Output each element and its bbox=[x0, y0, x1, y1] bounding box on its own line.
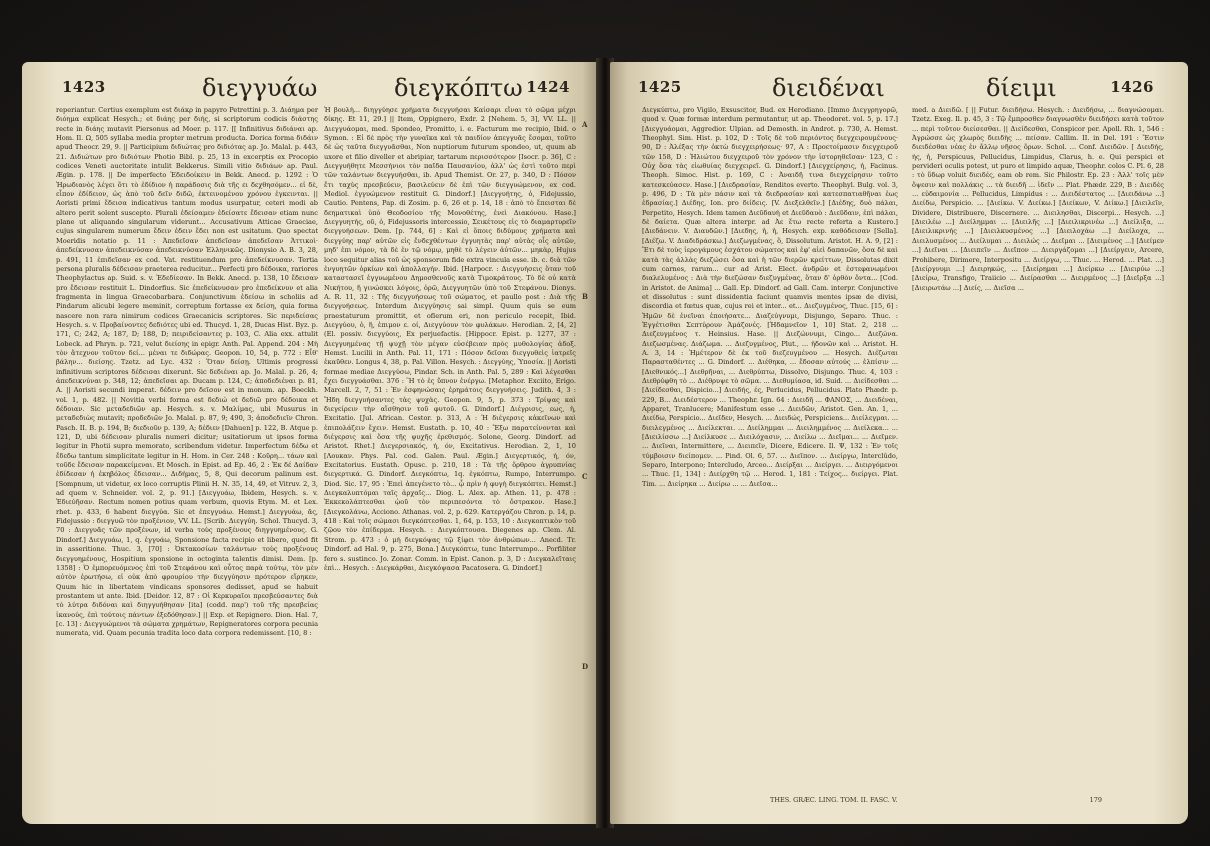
right-page-header bbox=[610, 74, 1188, 104]
text-column bbox=[56, 106, 318, 806]
running-headword: διειδέναι bbox=[772, 74, 885, 102]
signature-mark: THES. GRÆC. LING. TOM. II. FASC. V. bbox=[770, 796, 898, 804]
folio-number: 179 bbox=[1089, 796, 1102, 804]
running-headword: διεγγυάω bbox=[202, 74, 318, 102]
margin-letter: B bbox=[582, 292, 588, 301]
column-text: med. a Διειδῶ. [ || Futur. διειδήσω. Hesych. : Διειδήσω, ... διαγνώσομαι. Tzetz. Exeg. Il. p. 45, 3 : Τῷ ἔμπροσθεν διαγνωσθὲν διειδήσει κατὰ τοῦτον ... περὶ τοῦτον διείσεσθαι. || Διείδεσθαι, Conspicor per. Apoll. Rh. 1, 546 : Ἀγρώσσε ὡς χλωρὸς διειδὴς ... πείσαν. Callim. II. in Del. 191 : Ἔστιν διειδέσθαι νέας ἐν ἄλλῳ νῆσος ὅρων. Schol. ... Conf. Διειδῶν. [ Διειδής, ής, ἡ, Perspicuus, Pellucidus, Limpidus, Clarus, h. e. Qui perspici et pervideri oculis potest, ut puro et limpido aquæ, Theophr. colos C. Pl. 6, 28 : τὸ ὕδωρ voluit διειδές, eam ob rem. Sic Philostr. Ep. 23 : Ἀλλ' τοῖς μὲν ὄψεσιν καὶ πολλάκις ... τὰ διειδῆ ... ἰδεῖν ... Plat. Phædr. 229, B : Διειδὲς ... εὐδαιμονία ... Pellucidus, Limpidus : ... Διειδέστατος ... [Διειδάνω ...] Διείδω, Perspicio. ... [Διείκω. V. Διείκω.] [Διείκων, V. Διίκω.] [Διειλεῖν, Dividere, Distribuere, Discernere. ... Διειλησθαι, Discerpi... Hesych. ...] [Διειλέω ...] Διείλημμαι ... [Διειλῆς ...] [Διειλικρινέω ...] Διείλιξα, ... [Διειλικρινής ...] [Διειλκυσμένος ...] [Διειλοχάω ...] Διείλοχα, ... Διειλυσμένος ... Διείλυμαι ... Διειλώς ... Διεῖμαι ... [Διειμένος ...] [Διείμεν ...] Διεῖναι ... [Διειπεῖν ... Διεῖπον ... Διειργάζομαι ...] [Διείργειν, Arcere, Prohibere, Dirimere, Interpositu ... Διείργω, ... Thuc. ... Herod. ... Plat. ...] [Διείργνυμι ...] Διειρηκώς, ... [Διείρημαι ...] Διείρκω ... [Διειρύω ...] [Διείρω, Transfigo, Traiicio ... Διείρασθαι ... Διειρμένος ...] [Διεῖρξα ...] [Διειρωτάω ...] Διείς, ... Διεῖσα ... bbox=[912, 106, 1164, 292]
column-text: reperiantur. Certius exemplum est διάκρ in papyro Petrettini p. 3. Διάημα per διόημα explicat Hesych.; et διάης per διής, si scriptorum codicis διάστης recte in διάης mutavit Piersonus ad Moer. p. 117. [[ Infinitivus διδιάναι ap. Hom. Il. Ω, 505 syllaba media propter metrum producta. Dorica forma διδάιν apud Theocr. 29, 9. || Participium διδιώτας pro διδιότας ap. Jo. Malal. p. 443, 21. Διδιώτων pro διδιότων Photio Bibl. p. 25, 13 in excerptis ex Procopio codices Veneti auctoritate intulit Bekkerus. Simili vitio διδιάων ap. Paul. Ægin. p. 178. || De imperfecto Ἐδειδοίκειν in Bekk. Anecd. p. 1292 : Ὁ Ἡρωδιανὸς λέγει ὅτι τὸ ἐδίδιον ἡ παράδοσις διὰ τῆς ει δεχθησόμεν... εἰ δὲ, εἶπον ἐδίδειον, ὡς ἀπὸ τοῦ δεῖν διδῶ, ἐκτεινομένου χρόνου ἐγκεινται. || Aoristi primi ἔδεισα indicativus tantum modus usurpatur, ceteri modi ab altero perit solent suscepto. Plurali ἐδείσαμεν ἐδείσατε ἔδεισαν etiam nunc plane ut aliquando singularum viderunt... Accusativum Atticae Graeciae, cujus singularem numerum ἔδειν ἐδειν ἔδει non est usitatum. Quo spectat Moeridis notatio p. 11 : Ἀπεδεῖσαν ἀπεδεῖσαν ἀπεδεῖσαν Ἀττικοὶ· ἀπεδείκνυσαν ἀπεδεικνύσαν ἀπεδεικνύσαν Ἑλληνικῶς. Dionysio A. B. 3, 28, p. 491, 11 ἐπιδεῖσαν ex cod. Vat. restituendum pro ἀπεδείκνυσαν. Tertia persona pluralis δέδεισαν praeterea reducitur... Perfecti pro δέδοικα, rariores Theophylactus ap. Suid. s. v. Ἐδεδίεσαν. In Bekk. Anecd. p. 138, 10 ἔδεισαν pro ἔδεισαν restituit L. Dindorfius. Sic ἐπεδείκνυσαν pro ἐπεδείκνυν et alia fragmenta in lingua Graecobarbara. Conjunctivum ἐδείσω in scholiis ad Pindarum alicubi legere meminit, correptum fortasse ex δείση, quia forma nascere non rara nimirum codices Graecanicis scriptores. Sic περιδείσας Hesych. s. v. Προβαίνοντες δεδιότες ubi ed. Thucyd. 1, 28, Ducas Hist. Byz. p. 171, C; 242, A; 187, D; 188, D; πειριδείσαντες p. 103, C. Alia exx. attulit Lobeck. ad Phryn. p. 721, velut διείσης in epigr. Anth. Pal. Append. 204 : Μὴ τὸν ἄτεχνον τοῦτον δεί... μέναι τε διδώρας. Geopon. 10, 54, p. 772 : Εἶθ' βάλην... διείσης. Tzetz. ad Lyc. 432 : Ὅταν δείσῃ. Ultimis progressi infinitivum scriptores δέδεισαι dixerunt. Sic δεδιέναι ap. Jo. Malal. p. 26, 4; ἀπεδεικνύναι p. 348, 12; ἀπεδεῖσαι ap. Ducam p. 124, C; ἀποδεδιέναι p. 81, A. || Aoristi secundi imperat. δέδειν pro δεῖσον est in monum. ap. Boeckh. vol. 1, p. 482. || Novitia verbi forma est δεδιώ et δεδιῶ pro δέδοικα et δέδοιαν. Sic μεταδεδιῶν ap. Hesych. s. v. Μαλίμας, ubi Musurus in μεταδεδιὼς mutavit; προδεδιῶν Jo. Malal. p. 87, 9; 490, 3; ἀποδεδιεῖν Chron. Pasch. II. B. p. 194, B; διεδιοῦν p. 139, A; δέδιεν [Dahuen] p. 122, B. Atque p. 121, D, ubi δέδεισαν pluralis numeri dicitur; usitatiorum ut ipsos forma legitur in Photii supra memorato, scribendum videtur. Imperfectum δέδω et ἔδεδω tantum simplicitate legitur in H. Hom. in Cer. 248 : Κοῦρη... τάων καὶ τοῦδε ἔδεισαν παρακείμεναι. Et Mosch. in Epist. ad Ep. 46, 2 : Ἐκ δέ Δαίδαν ἐδίδεσαν ἡ ἑκηβόλος ἔδεισαν... Διδήμας, 5, 8, Qui decorum palinum est. [Sompnum, ut videtur, ex loco corruptis Plinii H. N. 35, 14, 49, et Vitruv. 2, 3, ad quem v. Schneider. vol. 2, p. 91.] [Διεγγυάω, Ibidem, Hesych. s. v. Ἐδιεύῆσαν. Rectum nomen potius quam verbum, quovis Etym. M. et Lex. rhet. p. 433, 6 habent διεγγύα. Sic et ἐπεγγυάω. Hemst.] Διεγγυάω, ᾶς, Fidejussio : διεγγυῶ τὸν προξένιον, VV. LL. [Scrib. Διεγγύη. Schol. Thucyd. 3, 70 : Διεγγυᾶς τῶν προξένων, id verba τοὺς προξένους διηγγυημένους. G. Dindorf.] Διεγγυάω, 1, q. ἐγγυάω, Sponsione facta recipio et libero, quod fit in asseritione. Thuc. 3, [70] : Ὀκτακοσίων ταλάντων τοὺς προξένους διεγγυημένους, Hospitium sponsione in octoginta talentis dimisi. Dem. [p. 1358] : Ὁ ἐμπορευόμενος ἐπὶ τοῦ Στεφάνου καὶ οὗτος παρὰ τούτῳ, τὸν μὲν αὐτὸν ἐρωτήσω, εἰ οὐκ ἀπὸ φρουρίου τὴν διεγγύησιν πρότερον εἴρηκεν, Quum hic in libertatem vindicans sponsores dedisset, apud se habuit prostantem ut ante. Ibid. [Deidor. 12, 87 : Οἱ Κερκυραῖοι πρεσβεύσαντες διὰ τὸ λύτρα διδόναι καὶ διηγγυήθησαν [ita] (codd. παρ') τοῦ τῆς πρεσβείας ἱκανούς, ἐπὶ τούτοις πάντων ἐξεδόθησαν.] || Exp. et Repignero. Dion. Hal. 7, [c. 13] : Διεγγυώμενοι τὰ σώματα χρημάτων, Repigneratores corpora pecunia numerata, vid. Quam pecunia tradita loco data corpora redemissent. [10, 8 : bbox=[56, 106, 318, 638]
running-headword: δίειμι bbox=[986, 74, 1057, 102]
page-number: 1424 bbox=[526, 78, 570, 96]
text-column bbox=[642, 106, 898, 806]
text-column bbox=[912, 106, 1164, 806]
text-column bbox=[324, 106, 576, 806]
page-number: 1426 bbox=[1110, 78, 1154, 96]
margin-letter: A bbox=[582, 120, 588, 129]
margin-letter: C bbox=[582, 472, 588, 481]
page-number: 1423 bbox=[62, 78, 106, 96]
column-text: Ἡ βουλὴ... διηγγύησε χρήματα διεγγυήσαι Καίσαρι εἴναι τὸ σῶμα μέχρι δίκης. Et 11, 29.] || Item, Oppignero, Exdr. 2 [Nehem. 5, 3], VV. LL. || Διεγγυάομαι, med. Spondeo, Promitto, i. e. Facturum me recipio, Ibid. o Symon. : Εἰ δὲ πρὸς τὴν γυναῖκα καὶ τὰ παιδίον ἀπεγγυᾶς ἔσομαι, τοῦτο δὲ ὡς ταῦτα διεγγυᾶσθαι, Non nuptiorum futurum spondeo, ut, quum ab uxore et filio diveller et abripiar, tartarum περισσότερον [Isocr. p. 36], C : Διεγγυήθητε Μεσσήνιοι τὸν παῖδα Παυσανίου, ἀλλ' ὡς ἐστὶ τοῦτο περὶ τῶν ταλάντων διεγγυήσθαι, ib. Apud Themist. Or. 27, p. 340, D : Πόσον ἔτι ταχὺς πρεσβεύειν, βασιλεύειν δὲ ἐπὶ τῶν διεγγυώμενον, ex cod. Mediol. ἐγγυώμενον restituit G. Dindorf.] [Διεγγυήτης, ὁ, Fidejussio, Cautio. Pentens, Pap. di Zosim. p. 6, 26 et p. 14, 18 : ἀπὸ τὸ ἔπεισται δὲ δεηματικαὶ ὑπὸ Θεοδοσίου τῆς Μονοθέτης, ἐνεὶ Διακόνου. Hase.] Διεγγυητής, οῦ, ὁ, Fidejussoris intercessio, Σεικέτους εἰς τὸ διαμαρτυρεῖν διεγγυήσεων. Dem. [p. 744, 6] : Καὶ εἰ ὅποις διδύμους χρήματα καὶ διεγγύης παρ' αὐτῶν εἰς ἕνδεχθέντων ἐγγυητὰς παρ' αὐτὰς οἷς αὐτῶν, μηδ' ἐπι νόμον, τὰ δὲ ἐν τῷ νόμῳ, μηθὲ τὸ λέγειν ἀὐτῶν... μηκὰρ, Hujus loco sequitur alias τοῦ ὡς sponsorum fide extra vincula esse. ib. c. διὰ τῶν ἐνγυητῶν ὁρκίων καὶ ἀπολλαγήν. Ibid. [Harpocr. : Διεγγυήσεις ὅταν τοῦ καταστασεῖ ἐγγυωμένου Δημοσθενοῦς κατὰ Τιμοκράτους. Τὸ δὲ οὐ κατὰ Νικήτου, ἢ γινώσκει λόγοις, ὀρῶ, Διεγγυητῶν ὑπὸ τοῦ Στεφάνου. Dionys. A. R. 11, 32 : Τῆς διεγγυήσεως τοῦ σώματος, et paullo post : Διὰ τῆς διεγγυήσεως. Interdum Διεγγύησις sai simpl. Quum quis se eum praestaturum promittit, et oflerum eri, non periculo recepit, Ibid. Διεγγύου, ὁ, ἢ, ἐπιμον ε. οί, Διεγγύουν τὸν φυλάκων. Herodian. 2, [4, 2] (El. possiv. διεγγύοις, Ex perjuefactis. [Hippocr. Epist. p. 1277, 37 : Διεγγυημένας τῇ ψυχῇ τὸν μέγαν εὐσέβειαν πρὸς μυθολογίας ἀδοξ. Hemst. Lucilii in Anth. Pal. 11, 171 : Πόσον δεῖσαι διεγγυθεὶς ἰατρεῖς ἐκαῦθεν. Longus 4, 38, p. Pal. Villon. Hesych. : Διεγγύης, Ὑποσία. || Aoristi formae mediae Διεγγύσω, Pindar. Sch. in Anth. Pal. 5, 289 : Καὶ λέγεσθαι ἔχει διεγγυάσθαι. 376 : Ἢ τὸ ἐς ὕπνον ἐνέργω. [Metaphor. Exciito, Erigo. Marcell. 2, 7, 51 : Ἐν ἐσφηνώσαις ἐρημάτοις διεγγυήσεις. Judith. 4, 3 : Ἤδη διεγγυήσαντες τὰς ψυχὰς. Geopon. 9, 5, p. 373 : Τρίψας καὶ διεγείρειν τὴν αἴσθησιν τοῦ φυτοῦ. G. Dindorf.] Διέγρισις, εως, ἡ, Excitatio. [Jul. African. Cestor. p. 313, A : Ἡ διέγερσις κἀκεῖνων καὶ ἐπιπολάζειν ἔχειν. Hemst. Eustath. p. 10, 40 : Ἔξω παρατείνονται καὶ διέγερσις καὶ ὅσα τῆς ψυχῆς ἐρεθισμός. Solone, Georg. Dindorf. ad Aristot. Rhet.] Διεγερσιακός, ή, όν, Excitativus. Herodian. 2, 1, 10 [Λουκαν. Phys. Pal. cod. Galen. Paul. Ægin.] Διεγερτικός, ή, όν, Excitatorius. Eustath. Opusc. p. 210, 18 : Τὰ τῆς ὄρθρου ἀγρυπνίας διεγερτικά. G. Dindorf. Διεγκόπτω, 1q. ἐγκόπτω, Rumpo, Interrumpo. Diod. Sic. 17, 95 : Ἐπεὶ ἀπεγένετο τὸ... ᾧ πρὶν ἡ φυγὴ διεγκόπτει. Hemst.] Διεγκαλυπτόμαι ταῖς ἀρχαῖς... Diog. L. Alex. ap. Athen. 11, p. 478 : Ἐκκεκολάπτεσθαι ᾠοῦ τὸν περιπεσόντα τὸ ὄστρακον. Hase.] [Διεγκολάνω, Acciono. Athanas. vol. 2, p. 629. Κατεργάζου Chron. p. 14, p. 418 : Καὶ τοῖς σώμασι διεγκόπτεσθαι. 1, 64, p. 153, 10 : Διεγκοπτικὸν τοῦ ζῷου τὸν ἐπίδερμα. Hesych. : Διεγκόπτουσα. Diegenes ap. Clem. Al. Strom. p. 473 : ὁ μὴ διεγκόψας τῷ ξίφει τὸν ἀνθρώπων... Anecd. Tr. Dindorf. ad Hal. 9, p. 275, Bona.] Διεγκόπτω, tunc Interrumpo... Porfiliter fero s. sustinco. Jo. Zonar. Comm. in Epist. Canon. p. 3, D : Διεγκαλεῖταις ἐπὶ... Hesych. : Διεγκάρθαι, Διεγκόψασα Pacatosera. G. Dindorf.] bbox=[324, 106, 576, 572]
right-page bbox=[610, 62, 1188, 824]
left-page bbox=[22, 62, 600, 824]
column-text: Διεγκύπτω, pro Vigilo, Exsuscitor, Bud. ex Herodiano. [Immo Διεγγρηγορῶ, quod v. Quæ formæ interdum permutantur, ut ap. Theodoret. vol. 5, p. 17.] [Διεγγυάομαι, Aggredior. Ulpian. ad Demosth. in Androt. p. 730, A. Hemst. Theophyl. Sim. Hist. p. 102, D : Τοῖς δὲ τοῦ περιόντος διεγχειρουμένους· 90, D : Ἀλέξας τὴν ὁκτὼ διεγχειρήσεως· 97, A : Προετοίμασιν διεγχειροῦ τῶν 158, D : Ἡλιώτου διεγχειροῦ τὸν χρόνον τὴν ἱστορηθεῖσαν· 123, C : Οὐχ ὅσα τὰς εἰωθυίας διεγχειρεῖ. G. Dindorf.] [Διεγχείρησις, ἡ, Facinus. Theoph. Simoc. Hist. p. 169, C : Ἀναιδῆ τινα διεγχείρησιν τοῦτο κατεσκεύασεν. Hase.] [Διεδρασίαν, Renditos everto. Theophyl. Bulg. vol. 3, p. 496, D : Τὰ μὲν πάσιν καὶ τὰ διεδρασίαν καὶ κατεσπατιαθῆναι ἑως ἐδρασίας.] Διέδης, Ion. pro διίδεις. [V. Διεξελθεῖν.] [Διέδης, δυὸ πάλαι, Perpetito, Hesych. Idem tamen Διεῦδαυὴ et Διεῦδαυὸ : Διεῦδαιν, ἐπὶ πάλαι, δὲ δαίετα. Quæ altera interpr. ad Ἀε ἔτω recte referta a Kustero.] [Διεδάνειν. V. Διαυδῶν.] [Διεδης, ἡ, ἡ, Hesych. exp. καθόδεισαν [Sella]. [Διέζω. V. Διαδιδράσκω.] Διεζωγμένας, ὃ, Dissolutum. Aristot. H. A. 9, [2] : Ἔτι δὲ τοὺς ἱερογάμους ἐσχάτου σώματος καὶ ἐφ' αἰεὶ δαπανῶν, ὅσα δὲ καὶ κατὰ τὰς ἀλλὰς διεζώσει ὅσα καὶ ἡ τῶν διερῶν κρείττων, Dissolutas dixit cum carnes, rarum... cur ad Arist. Elect. ἀνδρῶν et ἐστεφανωμένοι διαλελυμένος : Διὰ τὴν διεζώσαν διεζυγμένας, ὅταν δ' ὀρθὸν ὄντα... [Cod. in Aristot. de Anima] ... Gall. Ep. Dindorf. ad Gall. Cam. interpr. Conjunctive et dissolutus : sunt dissidentia faciunt quamvis mentes ipsæ de divisi, discordia et fœtus quæ, cujus rei et inter... et... Διεζυγμένος, Thuc. [15, 6] : Ἡμῶν δὲ ἐνεῖναι ἐποιήσατε... Διαζεύγνυμι, Disjungo, Separo. Thuc. : Ἐγγέτισθαι Σεπτύρουν Ἀμάζονές. [Ἠδαμνεῖον 1, 10] Stat. 2, 218 ... Διεζευγμένος τ. Heinsius. Hase. || Διεζώννυμι, Cingo... Διεζώνα. Διεζωσμένας. Διάζωμα. ... Διεζυγμένος, Plut., ... ἡδονῶν καὶ ... Aristot. H. A. 3, 14 : Ἡμέτερον δὲ ἐκ τοῦ διεζευγμένου ... Hesych. Διέζωται Παρασταθέντες ... G. Dindorf. ... Διέθηκα, ... ἔδοσαν αὐτούς ... ἐλπίσιν ... [Διεθνικός...] Διεθρῆναι, ... Διεθρύπτω, Dissolvo, Disjungo. Thuc. 4, 103 : Διεθρύφθη τὸ ... Διέθρυψε τὸ σῶμα. ... Διεθυμίασα, id. Suid. ... Διείδεσθαι ... [Διείδεσθαι, Dispicio...] Διειδής, ές, Perlucidus, Pellucidus. Plato Phædr. p. 229, B... Διειδέστερον ... Theophr. Ign. 64 : Διειδῆ ... ΦΑΝΟΣ, ... Διειδέναι, Apparet, Tranlucere; Manifestum esse ... Διειδῶν, Aristot. Gen. An. 1, ... Διείδω, Perspicio... Διεῖδεν, Hesych. ... Διειδώς, Perspiciens... Διείλεγμαι. ... διειλεγμένος ... Διείλεκται. ... Διείλημμαι ... Διειλημμένος ... Διείλεκα... ... [Διειλίσσω ...] Διείλκυσε ... Διειλόχασιν, ... Διείλω ... Διεῖμαι... ... Διεῖμεν. ... Διεῖναι, Intermittere, ... Διειπεῖν, Dicere, Edicere. Il. Ψ, 132 : Ἐν τοῖς τύμβοισιν διείπομεν. ... Pind. Ol. 6, 57. ... Διεῖπον. ... Διείργω, Interclûdo, Separo, Interpono; Intercludo, Arceo... Διείρξαι ... Διείργει. ... Διειργόμενοι ... Thuc. [1, 134] : Διείρχθη τῷ ... Herod. 1, 181 : Τείχος... διείργει. Plat. Tim. ... Διείρηκα ... Διείρω ... ... Διεῖσα... bbox=[642, 106, 898, 488]
left-page-header bbox=[22, 74, 600, 104]
page-number: 1425 bbox=[638, 78, 682, 96]
running-headword: διεγκόπτω bbox=[394, 74, 523, 102]
margin-letter: D bbox=[582, 662, 589, 671]
